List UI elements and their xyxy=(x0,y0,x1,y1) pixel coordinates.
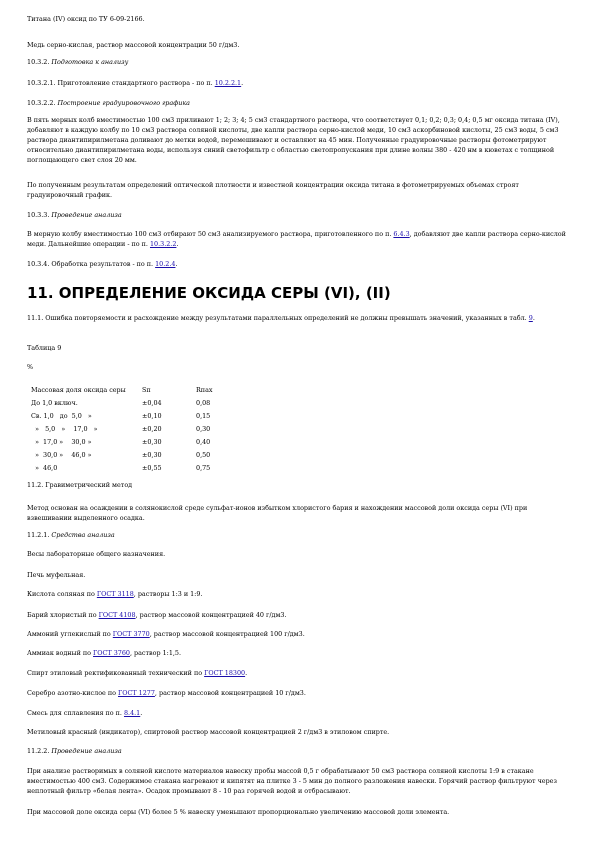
table-cell: » 17,0 » 30,0 » xyxy=(31,437,92,446)
table-row xyxy=(31,461,213,474)
section-heading: 11.2.1. Средства анализа xyxy=(27,531,115,539)
paragraph: Метод основан на осаждении в солянокислой среде сульфат-ионов избытком хлористого бария и нахождении массовой доли оксида серы (VI) при взвешивании выделенного осадка. xyxy=(27,504,528,522)
list-item: Спирт этиловый ректификованный технический по ГОСТ 18300. xyxy=(27,669,248,677)
table-header-cell: Массовая доля оксида серы xyxy=(31,385,126,394)
section-heading: 10.3.2. Подготовка к анализу xyxy=(27,58,129,66)
table-header-cell: Sп xyxy=(142,385,151,394)
section-title: Проведение анализа xyxy=(51,211,122,219)
section-heading: 10.3.2.2. Построение градуировочного графика xyxy=(27,99,190,107)
table-cell: Св. 1,0 до 5,0 » xyxy=(31,411,92,420)
list-item: Смесь для сплавления по п. 8.4.1. xyxy=(27,709,143,717)
table-cell: ±0,04 xyxy=(142,398,162,407)
paragraph: При анализе растворимых в соляной кислоте материалов навеску пробы массой 0,5 г обрабатывают 50 см3 раствора соляной кислоты 1:9 в стакане вместимостью 400 см3. Содержимое стакана нагревают и кипятят на плитке 3 - 5 мин до полного разложения навески. Горячий раствор фильтруют через неплотный фильтр «белая лента». Осадок промывают 8 - 10 раз горячей водой и отбрасывают. xyxy=(27,767,557,795)
section-title: Средства анализа xyxy=(51,531,115,539)
list-item: Печь муфельная. xyxy=(27,571,86,579)
table-cell: ±0,30 xyxy=(142,437,162,446)
section-title: Проведение анализа xyxy=(51,747,122,755)
table-cell: » 30,0 » 46,0 » xyxy=(31,450,92,459)
table-row xyxy=(31,435,213,448)
paragraph: При массовой доле оксида серы (VI) более 5 % навеску уменьшают пропорционально увеличению массовой доли элемента. xyxy=(27,808,450,816)
ref-link[interactable]: ГОСТ 3770 xyxy=(112,630,150,638)
table-caption: Таблица 9 xyxy=(27,344,62,352)
list-item: Барий хлористый по ГОСТ 4108, раствор массовой концентрацией 40 г/дм3. xyxy=(27,611,287,619)
paragraph: 10.3.2.1. Приготовление стандартного раствора - по п. 10.2.2.1. xyxy=(27,79,244,87)
table-cell: 0,30 xyxy=(196,424,211,433)
ref-link[interactable]: 10.3.2.2 xyxy=(149,240,177,248)
table-9 xyxy=(31,383,213,474)
paragraph: По полученным результатам определений оптической плотности и известной концентрации оксида титана в фотометрируемых объемах строят градуировочный график. xyxy=(27,181,519,199)
table-row xyxy=(31,422,213,435)
section-title: Подготовка к анализу xyxy=(51,58,129,66)
list-item: Кислота соляная по ГОСТ 3118, растворы 1:3 и 1:9. xyxy=(27,590,203,598)
page-title: 11. ОПРЕДЕЛЕНИЕ ОКСИДА СЕРЫ (VI), (II) xyxy=(27,284,391,302)
list-item: Аммиак водный по ГОСТ 3760, раствор 1:1,5. xyxy=(27,649,182,657)
ref-link[interactable]: ГОСТ 3760 xyxy=(93,649,130,657)
ref-link[interactable]: 8.4.1 xyxy=(123,709,141,717)
table-unit: % xyxy=(27,363,34,371)
ref-link[interactable]: 10.2.4 xyxy=(155,260,176,268)
table-cell: 0,15 xyxy=(196,411,211,420)
table-row xyxy=(31,396,213,409)
ref-link[interactable]: 10.2.2.1 xyxy=(214,79,242,87)
ref-link[interactable]: ГОСТ 3118 xyxy=(96,590,134,598)
list-item: Метиловый красный (индикатор), спиртовой раствор массовой концентрацией 2 г/дм3 в этиловом спирте. xyxy=(27,728,390,736)
section-heading: 11.2.2. Проведение анализа xyxy=(27,747,122,755)
table-cell: ±0,10 xyxy=(142,411,162,420)
table-cell: 0,40 xyxy=(196,437,211,446)
section-heading: 10.3.3. Проведение анализа xyxy=(27,211,122,219)
paragraph: В мерную колбу вместимостью 100 см3 отбирают 50 см3 анализируемого раствора, приготовленного по п. 6.4.3, добавляют две капли раствора серно-кислой меди. Дальнейшие операции - по п. 10.3.2.2. xyxy=(27,230,566,248)
ref-link[interactable]: ГОСТ 1277 xyxy=(118,689,155,697)
table-cell: 0,08 xyxy=(196,398,211,407)
ref-link[interactable]: ГОСТ 4108 xyxy=(98,611,136,619)
list-item: Серебро азотно-кислое по ГОСТ 1277, раствор массовой концентрацией 10 г/дм3. xyxy=(27,689,306,697)
table-cell: До 1,0 включ. xyxy=(31,398,78,407)
table-header-row xyxy=(31,383,213,396)
list-item: Весы лабораторные общего назначения. xyxy=(27,550,166,558)
ref-link[interactable]: 9 xyxy=(528,314,533,322)
table-row xyxy=(31,409,213,422)
table-cell: ±0,20 xyxy=(142,424,162,433)
section-title: Построение градуировочного графика xyxy=(57,99,190,107)
list-item: Аммоний углекислый по ГОСТ 3770, раствор массовой концентрацией 100 г/дм3. xyxy=(27,630,305,638)
ref-link[interactable]: 6.4.3 xyxy=(393,230,410,238)
section-heading: 11.2. Гравиметрический метод xyxy=(27,481,133,489)
table-cell: ±0,55 xyxy=(142,463,162,472)
table-cell: » 5,0 » 17,0 » xyxy=(31,424,98,433)
table-cell: 0,50 xyxy=(196,450,211,459)
paragraph: Медь серно-кислая, раствор массовой концентрации 50 г/дм3. xyxy=(27,41,240,49)
paragraph: В пять мерных колб вместимостью 100 см3 приливают 1; 2; 3; 4; 5 см3 стандартного раствора, что соответствует 0,1; 0,2; 0,3; 0,4; 0,5 мг оксида титана (IV), добавляют в каждую колбу по 10 см3 раствора соляной кислоты, две капли раствора серно-кислой меди, 10 см3 аскорбиновой кислоты, 25 см3 воды, 5 см3 раствора диантипирилметана доливают до метки водой, перемешивают и оставляют на 45 мин. Полученные градуировочные растворы фотометрируют относительно диантипирилметана воды, используя синий светофильтр с областью светопропускания при длине волны 380 - 420 нм в кюветах с толщиной поглощающего свет слоя 20 мм. xyxy=(27,116,560,164)
paragraph: Титана (IV) оксид по ТУ 6-09-2166. xyxy=(27,15,145,23)
ref-link[interactable]: ГОСТ 18300 xyxy=(204,669,246,677)
paragraph: 11.1. Ошибка повторяемости и расхождение между результатами параллельных определений не должны превышать значений, указанных в табл. 9. xyxy=(27,314,535,322)
table-cell: 0,75 xyxy=(196,463,211,472)
table-row xyxy=(31,448,213,461)
table-header-cell: Rпах xyxy=(196,385,213,394)
table-cell: » 46,0 xyxy=(31,463,58,472)
table-cell: ±0,30 xyxy=(142,450,162,459)
paragraph: 10.3.4. Обработка результатов - по п. 10.2.4. xyxy=(27,260,178,268)
